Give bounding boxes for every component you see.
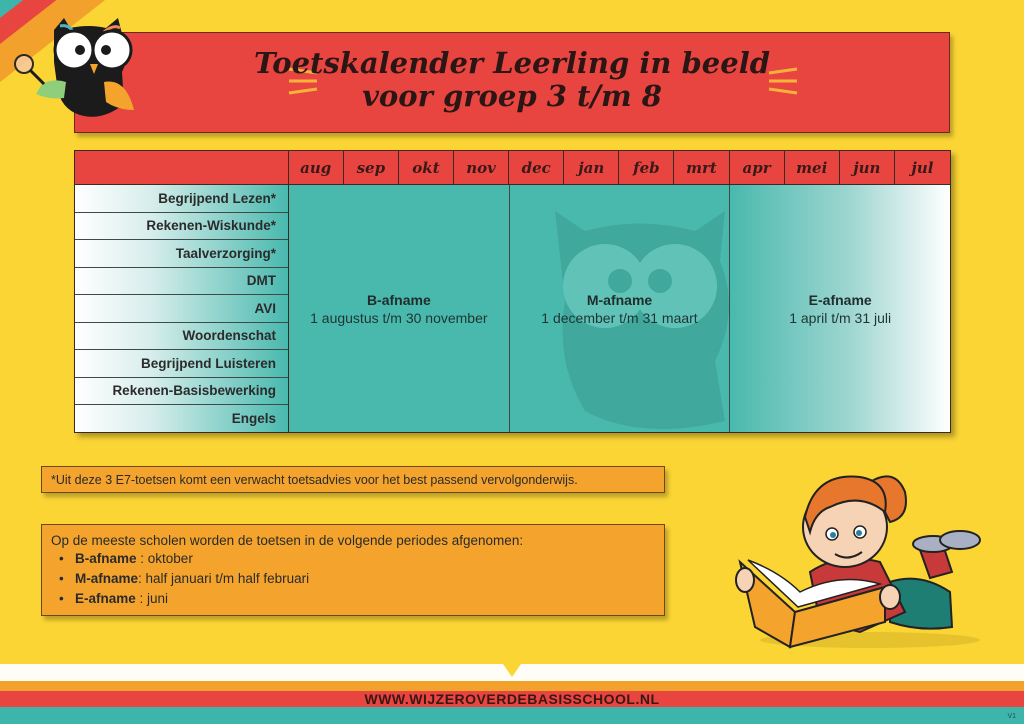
subject-row: Taalverzorging*	[75, 240, 288, 268]
list-item	[51, 569, 664, 589]
list-item	[51, 549, 664, 569]
subject-row: Woordenschat	[75, 323, 288, 351]
month-apr: apr	[730, 151, 785, 184]
period-name: B-afname	[366, 291, 431, 308]
subject-row: Rekenen-Wiskunde*	[75, 213, 288, 241]
decorative-rays-right-icon	[765, 63, 799, 99]
item-value: oktober	[147, 551, 193, 566]
period-name: E-afname	[808, 291, 872, 308]
list-item	[51, 589, 664, 609]
month-feb: feb	[619, 151, 674, 184]
page-title	[75, 47, 949, 113]
period-range: 1 december t/m 31 maart	[541, 309, 698, 326]
month-nov: nov	[454, 151, 509, 184]
subject-row: DMT	[75, 268, 288, 296]
period-range: 1 april t/m 31 juli	[789, 309, 892, 326]
item-label: B-afname	[75, 551, 137, 566]
month-aug: aug	[289, 151, 344, 184]
website-url: WWW.WIJZEROVERDEBASISSCHOOL.NL	[364, 691, 660, 707]
footnote-text: *Uit deze 3 E7-toetsen komt een verwacht toetsadvies voor het best passend vervolgonderwijs.	[51, 473, 578, 487]
period-b-afname	[289, 185, 510, 432]
period-e-afname	[730, 185, 950, 432]
info-intro: Op de meeste scholen worden de toetsen in de volgende periodes afgenomen:	[51, 533, 524, 548]
month-sep: sep	[344, 151, 399, 184]
bullet-icon: •	[59, 551, 64, 566]
item-label: M-afname	[75, 571, 139, 586]
item-separator: :	[136, 551, 148, 566]
title-banner	[74, 32, 950, 133]
title-line-1: Toetskalender Leerling in beeld	[253, 46, 771, 80]
subject-row: Begrijpend Luisteren	[75, 350, 288, 378]
title-line-2: voor groep 3 t/m 8	[362, 79, 662, 113]
info-list	[51, 549, 664, 609]
subject-row: Rekenen-Basisbewerking	[75, 378, 288, 406]
subject-column	[75, 185, 289, 432]
footer-stripe-teal	[0, 707, 1024, 724]
month-okt: okt	[399, 151, 454, 184]
owl-mascot-icon	[14, 12, 154, 122]
month-mei: mei	[785, 151, 840, 184]
period-range: 1 augustus t/m 30 november	[310, 309, 488, 326]
subject-row: Engels	[75, 405, 288, 433]
footer-stripe-orange	[0, 681, 1024, 691]
footnote-box	[41, 466, 665, 493]
footer-notch	[503, 664, 521, 677]
girl-reading-illustration-icon	[720, 462, 990, 652]
month-dec: dec	[509, 151, 564, 184]
periods-info-box	[41, 524, 665, 616]
item-value: juni	[147, 591, 169, 606]
bullet-icon: •	[59, 571, 64, 586]
bullet-icon: •	[59, 591, 64, 606]
period-name: M-afname	[586, 291, 653, 308]
month-header-row	[75, 151, 950, 185]
item-separator: :	[135, 591, 148, 606]
item-label: E-afname	[75, 591, 136, 606]
month-jun: jun	[840, 151, 895, 184]
month-jul: jul	[911, 158, 934, 177]
subject-row: Begrijpend Lezen*	[75, 185, 288, 213]
item-value: half januari t/m half februari	[145, 571, 310, 586]
item-separator: :	[138, 571, 146, 586]
version-label: V1	[1007, 713, 1016, 720]
subject-row: AVI	[75, 295, 288, 323]
month-mrt: mrt	[674, 151, 729, 184]
month-jan: jan	[564, 151, 619, 184]
test-calendar-table	[74, 150, 951, 433]
header-corner-cell	[75, 151, 289, 184]
period-m-afname	[510, 185, 731, 432]
period-columns	[289, 185, 950, 432]
